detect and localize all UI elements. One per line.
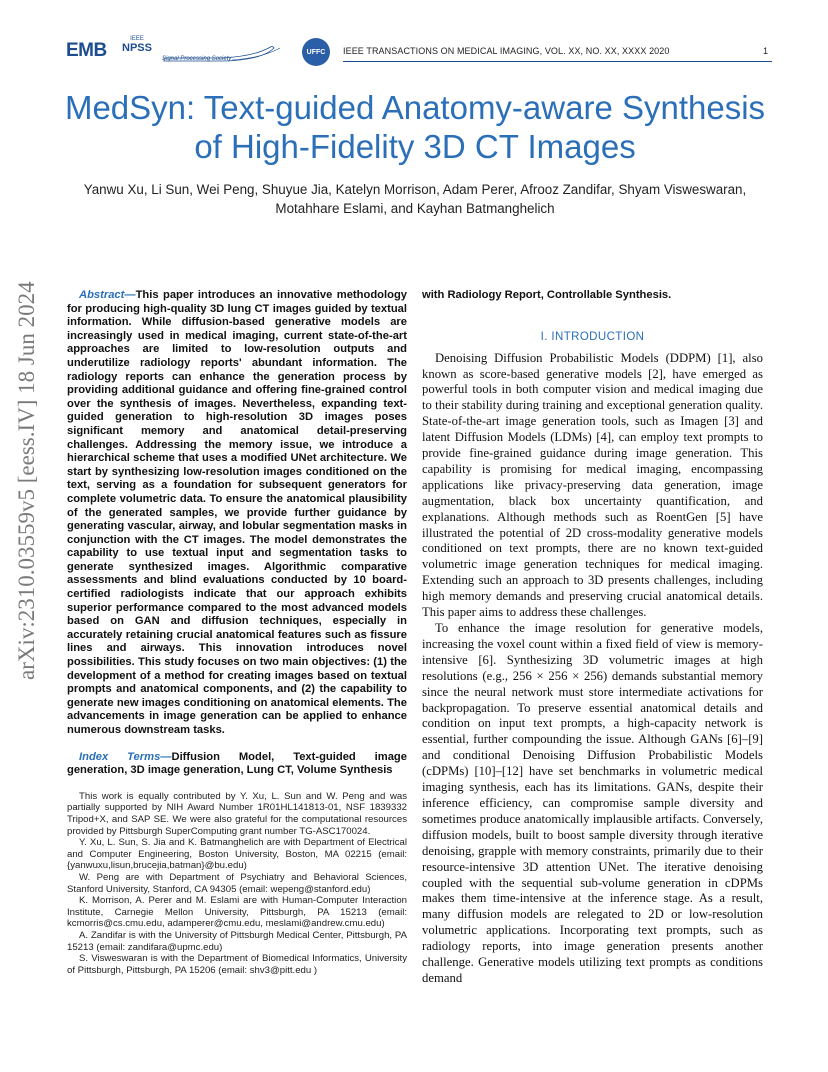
footnote: K. Morrison, A. Perer and M. Eslami are with Human-Computer Interaction Institute, Carnegie Mellon University, Pittsburgh, PA 15213 (email: kcmorris@cs.cmu.edu, adamperer@cmu.edu, meslami@andrew.cmu.edu)	[67, 895, 407, 930]
page-number: 1	[762, 46, 768, 56]
right-column	[422, 289, 763, 987]
paper-title: MedSyn: Text-guided Anatomy-aware Synthesis of High-Fidelity 3D CT Images	[64, 89, 766, 165]
author-list: Yanwu Xu, Li Sun, Wei Peng, Shuyue Jia, Katelyn Morrison, Adam Perer, Afrooz Zandifar, Shyam Visweswaran, Motahhare Eslami, and Kayhan Batmanghelich	[83, 182, 747, 216]
arxiv-watermark: arXiv:2310.03559v5 [eess.IV] 18 Jun 2024	[14, 281, 39, 680]
index-terms	[67, 751, 407, 778]
abstract-label: Abstract—	[79, 289, 136, 301]
footnote: S. Visweswaran is with the Department of Biomedical Informatics, University of Pittsburgh, Pittsburgh, PA 15206 (email: shv3@pitt.edu )	[67, 953, 407, 976]
section-heading: I. INTRODUCTION	[540, 330, 645, 343]
npss-logo-text: NPSS	[122, 42, 152, 54]
paragraph: To enhance the image resolution for generative models, increasing the voxel count within a fixed field of view is memory-intensive [6]. Synthesizing 3D volumetric images at high resolutions (e.g., 256 × 256 × 256) demands substantial memory since the neural network must store intermediate activations for backpropagation. To preserve essential anatomical details and condition on input text prompts, a high-capacity network is essential, further compounding the issue. Although GANs [6]–[9] and conditional Denoising Diffusion Probabilistic Models (cDPMs) [10]–[12] have set benchmarks in volumetric medical imaging synthesis, each has its limitations. GANs, despite their inference efficiency, can compromise sample diversity and sometimes produce anatomically implausible artifacts. Conversely, diffusion models, built to boost sample diversity through iterative denoising, grapple with memory constraints, primarily due to their resource-intensive 3D attention UNet. The iterative denoising coupled with the sequential sub-volume generation in cDPMs makes them time-intensive at the inference stage. As a result, many diffusion models are relegated to 2D or low-resolution volumetric applications. Incorporating text prompts, such as radiology reports, into image generation presents another challenge. Generative models utilizing text prompts as conditions demand	[422, 621, 763, 985]
footnote: Y. Xu, L. Sun, S. Jia and K. Batmanghelich are with Department of Electrical and Computer Engineering, Boston University, Boston, MA 02215 (email: {yanwuxu,lisun,brucejia,batman}@bu.edu)	[67, 837, 407, 872]
left-column	[67, 289, 407, 976]
ieee-logo-text: IEEE	[130, 36, 144, 42]
page-header	[66, 36, 772, 68]
sps-logo-text: Signal Processing Society	[162, 56, 232, 62]
index-terms-text: Diffusion Model, Text-guided image generation, 3D image generation, Lung CT, Volume Synthesis	[67, 750, 407, 777]
author-footnotes	[67, 791, 407, 977]
emb-logo: EMB	[66, 40, 107, 61]
header-divider	[343, 61, 772, 62]
introduction-body	[422, 351, 763, 987]
journal-name: IEEE TRANSACTIONS ON MEDICAL IMAGING, VOL. XX, NO. XX, XXXX 2020	[343, 46, 670, 56]
footnote: A. Zandifar is with the University of Pittsburgh Medical Center, Pittsburgh, PA 15213 (email: zandifara@upmc.edu)	[67, 929, 407, 953]
uffc-logo: UFFC	[302, 38, 330, 66]
paragraph: Denoising Diffusion Probabilistic Models (DDPM) [1], also known as score-based generative models [2], have emerged as powerful tools in both computer vision and medical imaging due to their stability during training and exceptional generation quality. State-of-the-art image generation tools, such as Imagen [3] and latent Diffusion Models (LDMs) [4], can employ text prompts to provide fine-grained guidance during image generation. This capability is promising for medical imaging, encompassing applications like privacy-preserving data generation, image augmentation, black box uncertainty quantification, and explanations. Although methods such as RoentGen [5] have illustrated the potential of 2D cross-modality generative models conditioned on text prompts, there are no known text-guided volumetric image generation techniques for medical imaging. Extending such an approach to 3D presents challenges, including high memory demands and preserving crucial anatomical details. This paper aims to address these challenges.	[422, 350, 763, 620]
sps-logo	[162, 46, 287, 66]
ieee-npss-logo	[120, 36, 154, 54]
footnote: W. Peng are with Department of Psychiatry and Behavioral Sciences, Stanford University, Stanford, CA 94305 (email: wepeng@stanford.edu)	[67, 871, 407, 895]
index-terms-label: Index Terms—	[79, 750, 172, 763]
publisher-logos	[66, 36, 341, 68]
index-terms-continuation: with Radiology Report, Controllable Synthesis.	[422, 289, 672, 301]
abstract	[67, 289, 407, 738]
abstract-text: This paper introduces an innovative methodology for producing high-quality 3D lung CT images guided by textual information. While diffusion-based generative models are increasingly used in medical imaging, current state-of-the-art approaches are limited to low-resolution outputs and underutilize radiology reports' abundant information. The radiology reports can enhance the generation process by providing additional guidance and offering fine-grained control over the synthesis of images. Nevertheless, expanding text-guided generation to high-resolution 3D images poses significant memory and anatomical detail-preserving challenges. Addressing the memory issue, we introduce a hierarchical scheme that uses a modified UNet architecture. We start by synthesizing low-resolution images conditioned on the text, serving as a foundation for subsequent generators for complete volumetric data. To ensure the anatomical plausibility of the generated samples, we provide further guidance by generating vascular, airway, and lobular segmentation masks in conjunction with the CT images. The model demonstrates the capability to use textual input and segmentation tasks to generate synthesized images. Algorithmic comparative assessments and blind evaluations conducted by 10 board-certified radiologists indicate that our approach exhibits superior performance compared to the most advanced models based on GAN and diffusion techniques, especially in accurately retaining crucial anatomical features such as fissure lines and airways. This innovation introduces novel possibilities. This study focuses on two main objectives: (1) the development of a method for creating images based on textual prompts and anatomical components, and (2) the capability to generate new images conditioning on anatomical elements. The advancements in image generation can be applied to enhance numerous downstream tasks.	[67, 289, 407, 736]
footnote: This work is equally contributed by Y. Xu, L. Sun and W. Peng and was partially supported by NIH Award Number 1R01HL141813-01, NSF 1839332 Tripod+X, and SAP SE. We were also grateful for the computational resources provided by Pittsburgh SuperComputing grant number TG-ASC170024.	[67, 790, 407, 837]
